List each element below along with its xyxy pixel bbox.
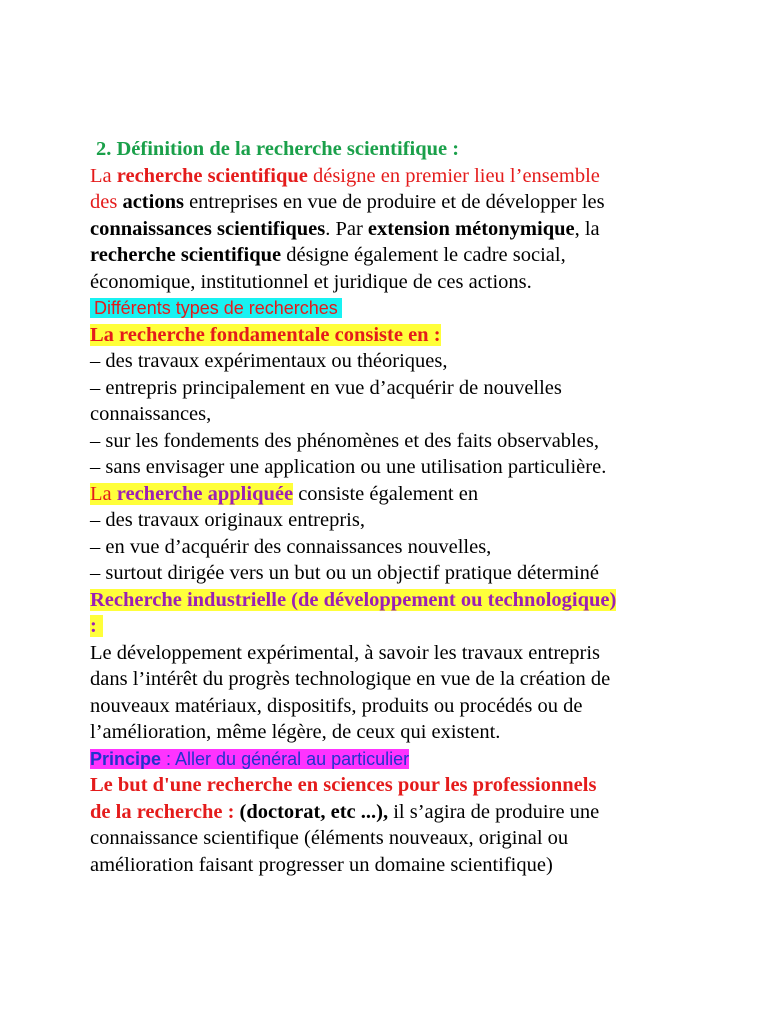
definition-term: recherche scientifique xyxy=(116,164,308,187)
list-item: – sans envisager une application ou une utilisation particulière. xyxy=(90,456,607,478)
section-title: 2. Définition de la recherche scientifique : xyxy=(96,138,460,160)
list-item: – sur les fondements des phénomènes et des faits observables, xyxy=(90,429,599,452)
definition-text: des xyxy=(90,191,123,213)
appliquee-heading-line xyxy=(90,481,690,508)
definition-text: . Par xyxy=(325,217,368,240)
types-heading: Différents types de recherches xyxy=(90,298,342,318)
types-heading-line xyxy=(90,295,690,322)
paragraph-line: l’amélioration, même légère, de ceux qui existent. xyxy=(90,721,501,743)
principe-text: : Aller du général au particulier xyxy=(161,748,410,769)
but-heading-end: de la recherche : xyxy=(90,800,240,823)
definition-paragraph xyxy=(90,163,690,296)
fondamentale-heading: La recherche fondamentale consiste en : xyxy=(90,323,441,346)
definition-text: , la xyxy=(574,217,600,240)
list-item: connaissances, xyxy=(90,403,212,425)
industrielle-heading-line-1 xyxy=(90,587,690,614)
definition-term: connaissances scientifiques xyxy=(90,217,326,240)
but-text: il s’agira de produire une xyxy=(388,800,600,823)
appliquee-heading-suffix: consiste également en xyxy=(293,482,479,505)
but-section xyxy=(90,772,690,878)
document-page xyxy=(90,136,690,878)
paragraph-line: Le développement expérimental, à savoir les travaux entrepris xyxy=(90,641,601,664)
but-heading-line-1: Le but d'une recherche en sciences pour les professionnels xyxy=(90,774,597,796)
definition-term: recherche scientifique xyxy=(90,244,282,266)
definition-text: désigne également le cadre social, xyxy=(281,244,566,266)
appliquee-section xyxy=(90,481,690,587)
principe-line xyxy=(90,746,690,773)
paragraph-line: nouveaux matériaux, dispositifs, produits ou procédés ou de xyxy=(90,694,583,717)
list-item: – surtout dirigée vers un but ou un objectif pratique déterminé xyxy=(90,562,599,584)
definition-line-2 xyxy=(90,189,690,216)
definition-text: La xyxy=(90,164,117,187)
industrielle-heading-line-2 xyxy=(90,613,690,640)
appliquee-heading-prefix: La xyxy=(90,482,117,505)
definition-text: désigne en premier lieu l’ensemble xyxy=(307,164,600,187)
but-heading-line-2 xyxy=(90,799,690,826)
appliquee-heading-term: recherche appliquée xyxy=(116,482,294,505)
definition-term: actions xyxy=(122,191,184,213)
list-item: – en vue d’acquérir des connaissances nouvelles, xyxy=(90,535,492,558)
list-item: – des travaux expérimentaux ou théoriques, xyxy=(90,350,448,372)
list-item: – des travaux originaux entrepris, xyxy=(90,509,365,531)
principe-highlight xyxy=(90,749,409,769)
but-doctorat: (doctorat, etc ...), xyxy=(239,800,389,823)
definition-line-1 xyxy=(90,163,690,190)
definition-line-3 xyxy=(90,216,690,243)
list-item: – entrepris principalement en vue d’acquérir de nouvelles xyxy=(90,376,562,399)
definition-term: extension métonymique xyxy=(367,217,575,240)
industrielle-section xyxy=(90,587,690,746)
fondamentale-heading-line xyxy=(90,322,690,349)
fondamentale-section xyxy=(90,322,690,481)
industrielle-heading: Recherche industrielle (de développement ou technologique) xyxy=(90,588,617,611)
definition-text: entreprises en vue de produire et de développer les xyxy=(183,191,605,213)
paragraph-line: connaissance scientifique (éléments nouveaux, original ou xyxy=(90,827,569,849)
definition-line-4 xyxy=(90,242,690,269)
industrielle-heading-colon: : xyxy=(90,615,103,637)
paragraph-line: dans l’intérêt du progrès technologique en vue de la création de xyxy=(90,668,611,690)
principe-label: Principe xyxy=(90,748,162,769)
paragraph-line: amélioration faisant progresser un domaine scientifique) xyxy=(90,853,553,876)
definition-line-5: économique, institutionnel et juridique de ces actions. xyxy=(90,270,532,293)
